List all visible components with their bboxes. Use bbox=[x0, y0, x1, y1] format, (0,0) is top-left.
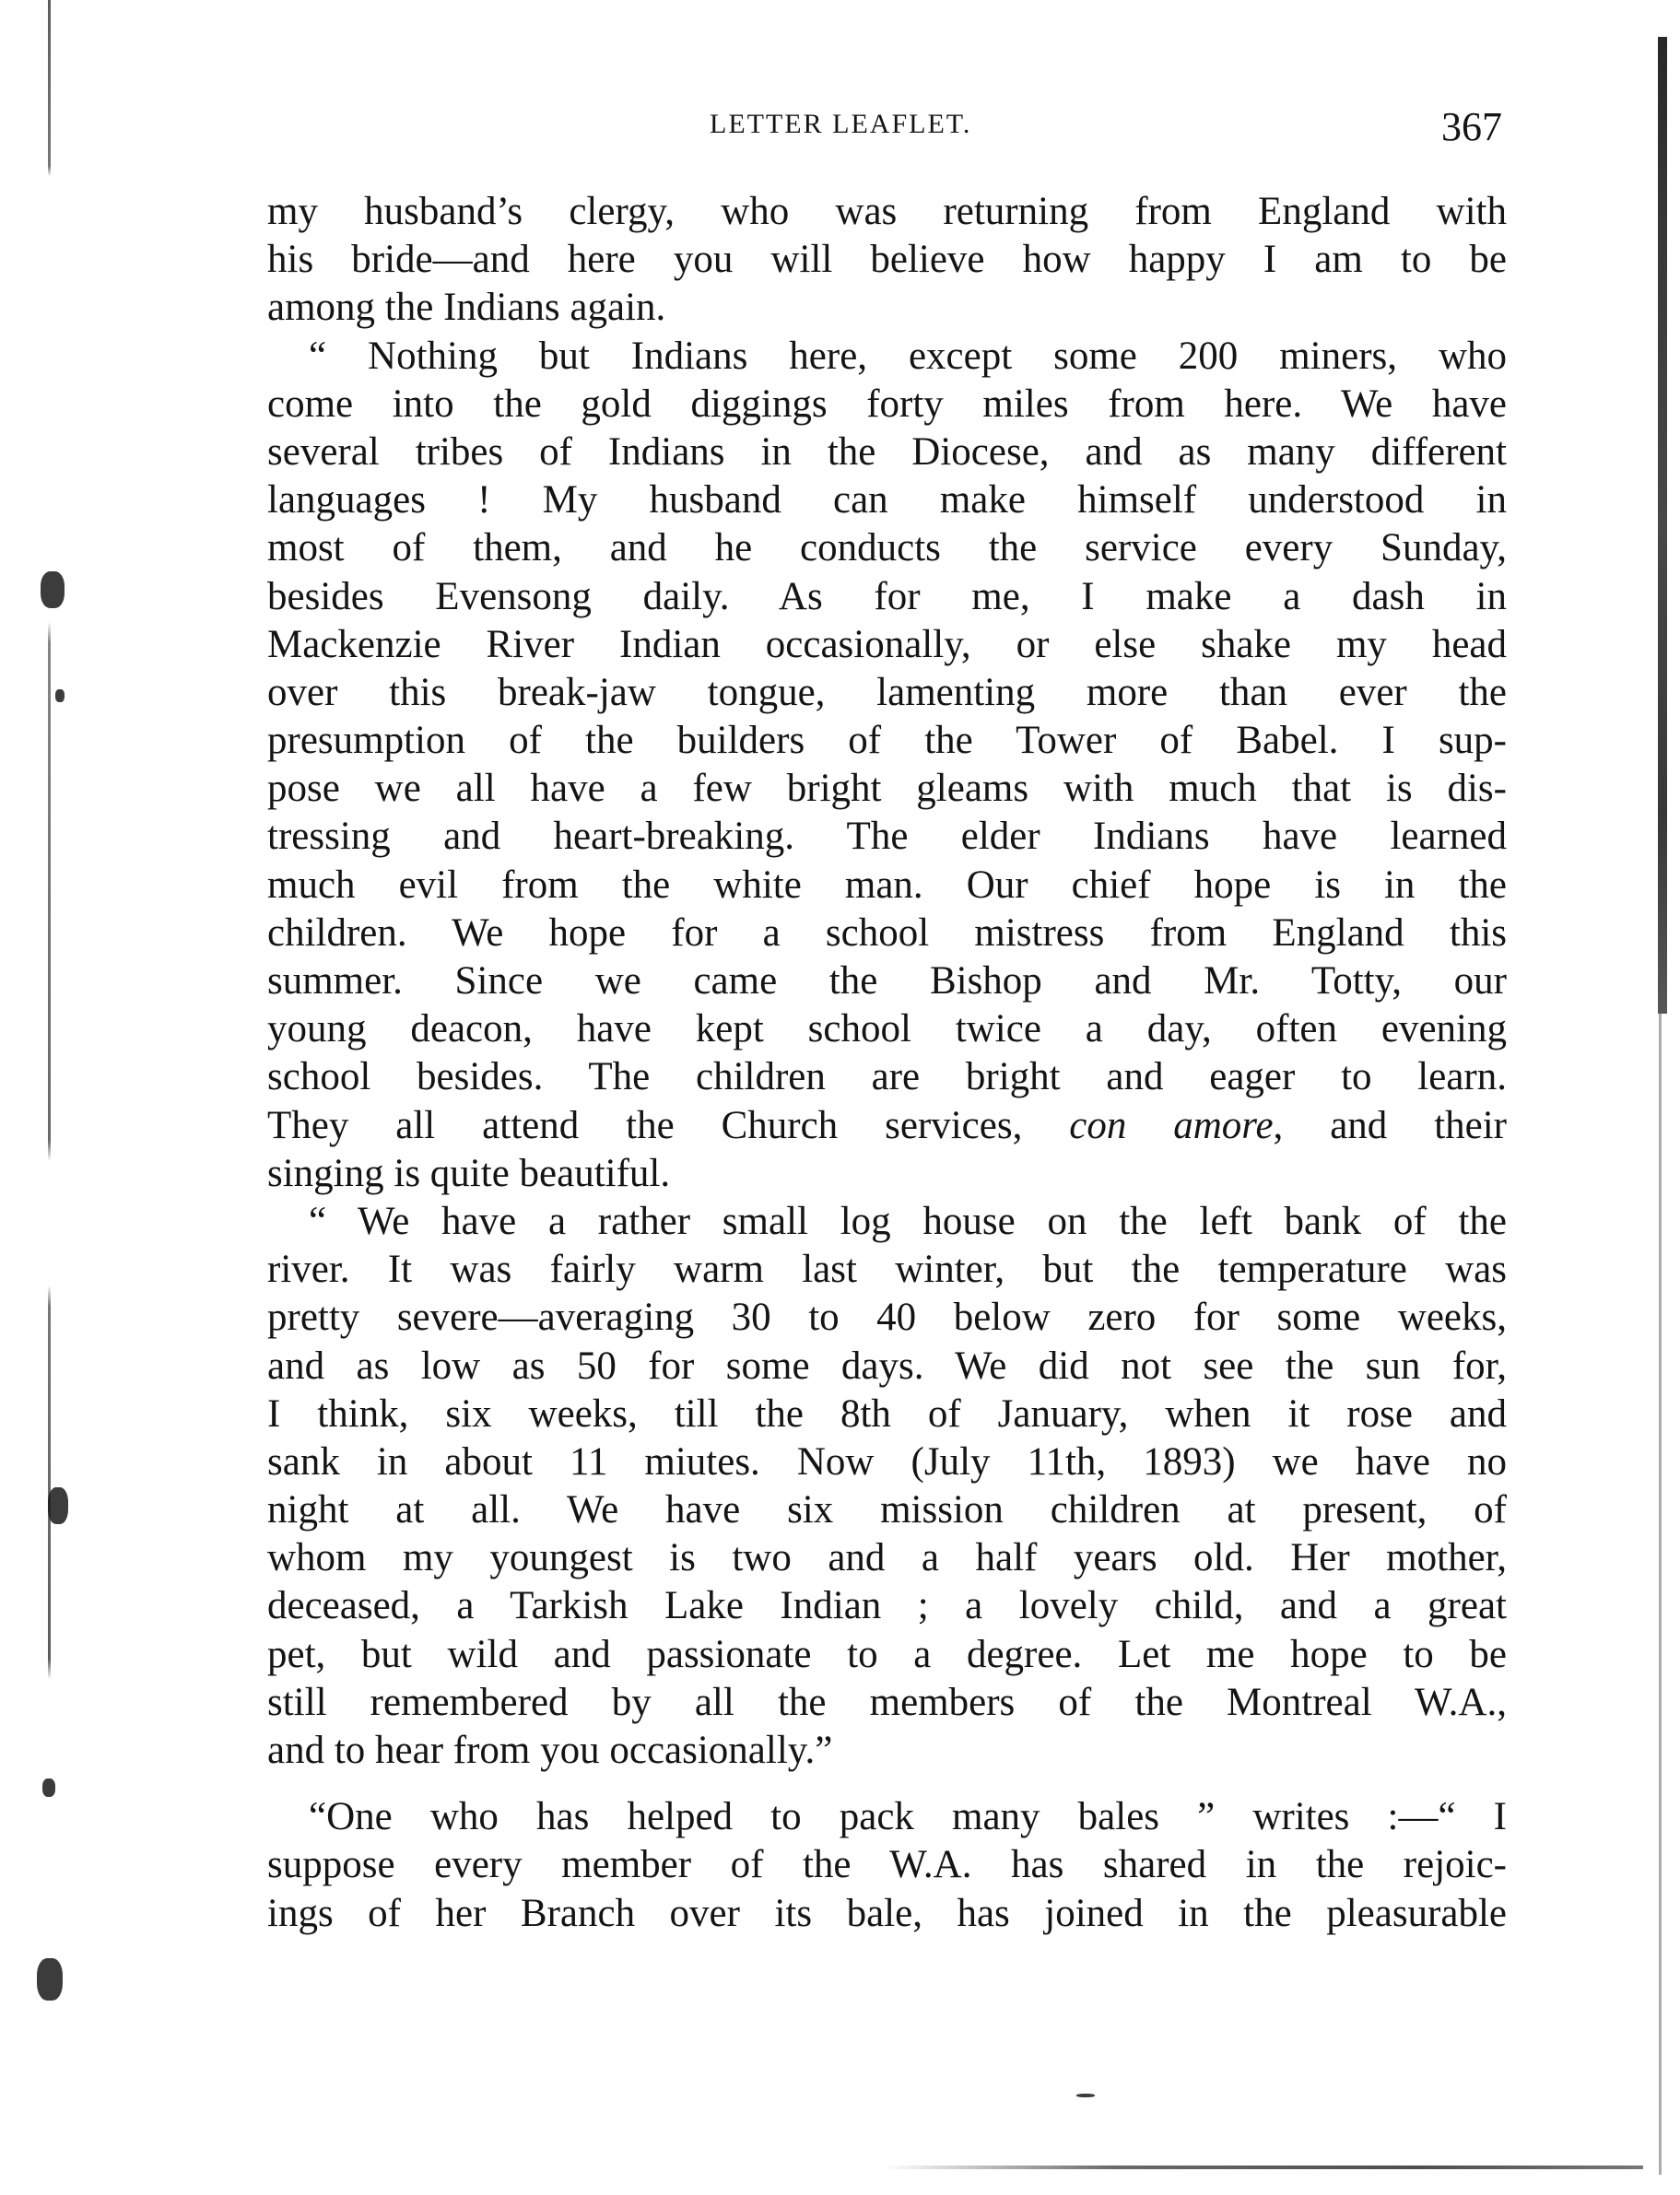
paragraph-gap bbox=[267, 1775, 1507, 1793]
page-edge-shadow-right bbox=[1658, 37, 1667, 1014]
page-number: 367 bbox=[1441, 104, 1502, 149]
running-head: LETTER LEAFLET. bbox=[710, 109, 972, 139]
text-line: pose we all have a few bright gleams with much that is dis- bbox=[267, 767, 1507, 811]
text-line: and to hear from you occasionally.” bbox=[267, 1729, 833, 1772]
text-line: ings of her Branch over its bale, has joined in the pleasurable bbox=[267, 1891, 1507, 1935]
text-line: my husband’s clergy, who was returning from England with bbox=[267, 190, 1507, 233]
text-line: summer. Since we came the Bishop and Mr. Totty, our bbox=[267, 959, 1507, 1003]
page-header bbox=[267, 103, 1502, 149]
text-line: over this break-jaw tongue, lamenting more than ever the bbox=[267, 670, 1507, 714]
text-line: sank in about 11 miutes. Now (July 11th, 1893) we have no bbox=[267, 1439, 1507, 1484]
margin-smudge bbox=[42, 1778, 55, 1797]
text-line: come into the gold diggings forty miles from here. We have bbox=[267, 381, 1507, 426]
text-line: “One who has helped to pack many bales ” writes :—“ I bbox=[309, 1795, 1507, 1839]
text-line: children. We hope for a school mistress from England this bbox=[267, 910, 1507, 955]
letter-body bbox=[267, 188, 1507, 1938]
margin-smudge bbox=[41, 571, 65, 608]
text-segment: They all attend the Church services, bbox=[267, 1103, 1023, 1147]
text-line: pretty severe—averaging 30 to 40 below zero for some weeks, bbox=[267, 1296, 1507, 1340]
page-edge-line-right bbox=[1659, 1014, 1662, 2175]
text-line: night at all. We have six mission children at present, of bbox=[267, 1488, 1507, 1532]
text-line: presumption of the builders of the Tower of Babel. I sup- bbox=[267, 719, 1507, 763]
text-line-with-italic bbox=[267, 1102, 1507, 1150]
text-line: most of them, and he conducts the service every Sunday, bbox=[267, 526, 1507, 570]
text-line: deceased, a Tarkish Lake Indian ; a lovely child, and a great bbox=[267, 1584, 1507, 1628]
text-line: suppose every member of the W.A. has shared in the rejoic- bbox=[267, 1843, 1507, 1887]
text-line: among the Indians again. bbox=[267, 286, 666, 330]
binding-shadow-left bbox=[48, 0, 51, 2073]
text-line: young deacon, have kept school twice a day, often evening bbox=[267, 1007, 1507, 1051]
text-line: his bride—and here you will believe how happy I am to be bbox=[267, 238, 1507, 282]
margin-smudge bbox=[1076, 2094, 1095, 2097]
text-line: “ Nothing but Indians here, except some 200 miners, who bbox=[309, 334, 1507, 378]
margin-smudge bbox=[48, 1487, 68, 1524]
text-line: much evil from the white man. Our chief hope is in the bbox=[267, 863, 1507, 907]
text-line: tressing and heart-breaking. The elder Indians have learned bbox=[267, 815, 1507, 859]
text-line: school besides. The children are bright and eager to learn. bbox=[267, 1055, 1507, 1099]
page-edge-shadow-bottom bbox=[885, 2166, 1643, 2169]
text-line: and as low as 50 for some days. We did not see the sun for, bbox=[267, 1344, 1507, 1388]
text-line: singing is quite beautiful. bbox=[267, 1151, 671, 1195]
text-line: I think, six weeks, till the 8th of January, when it rose and bbox=[267, 1391, 1507, 1436]
margin-smudge bbox=[55, 689, 65, 702]
text-segment: , and their bbox=[1273, 1103, 1507, 1147]
text-line: still remembered by all the members of the Montreal W.A., bbox=[267, 1680, 1507, 1724]
margin-smudge bbox=[37, 1958, 63, 2001]
text-line: several tribes of Indians in the Diocese, and as many different bbox=[267, 429, 1507, 474]
text-line: “ We have a rather small log house on the left bank of the bbox=[309, 1199, 1507, 1243]
text-line: languages ! My husband can make himself understood in bbox=[267, 478, 1507, 522]
text-line: river. It was fairly warm last winter, but the temperature was bbox=[267, 1248, 1507, 1292]
text-line: besides Evensong daily. As for me, I make a dash in bbox=[267, 574, 1507, 618]
text-line: whom my youngest is two and a half years old. Her mother, bbox=[267, 1536, 1507, 1580]
text-line: Mackenzie River Indian occasionally, or else shake my head bbox=[267, 622, 1507, 666]
italic-phrase: con amore bbox=[1069, 1103, 1274, 1147]
text-line: pet, but wild and passionate to a degree. Let me hope to be bbox=[267, 1632, 1507, 1676]
